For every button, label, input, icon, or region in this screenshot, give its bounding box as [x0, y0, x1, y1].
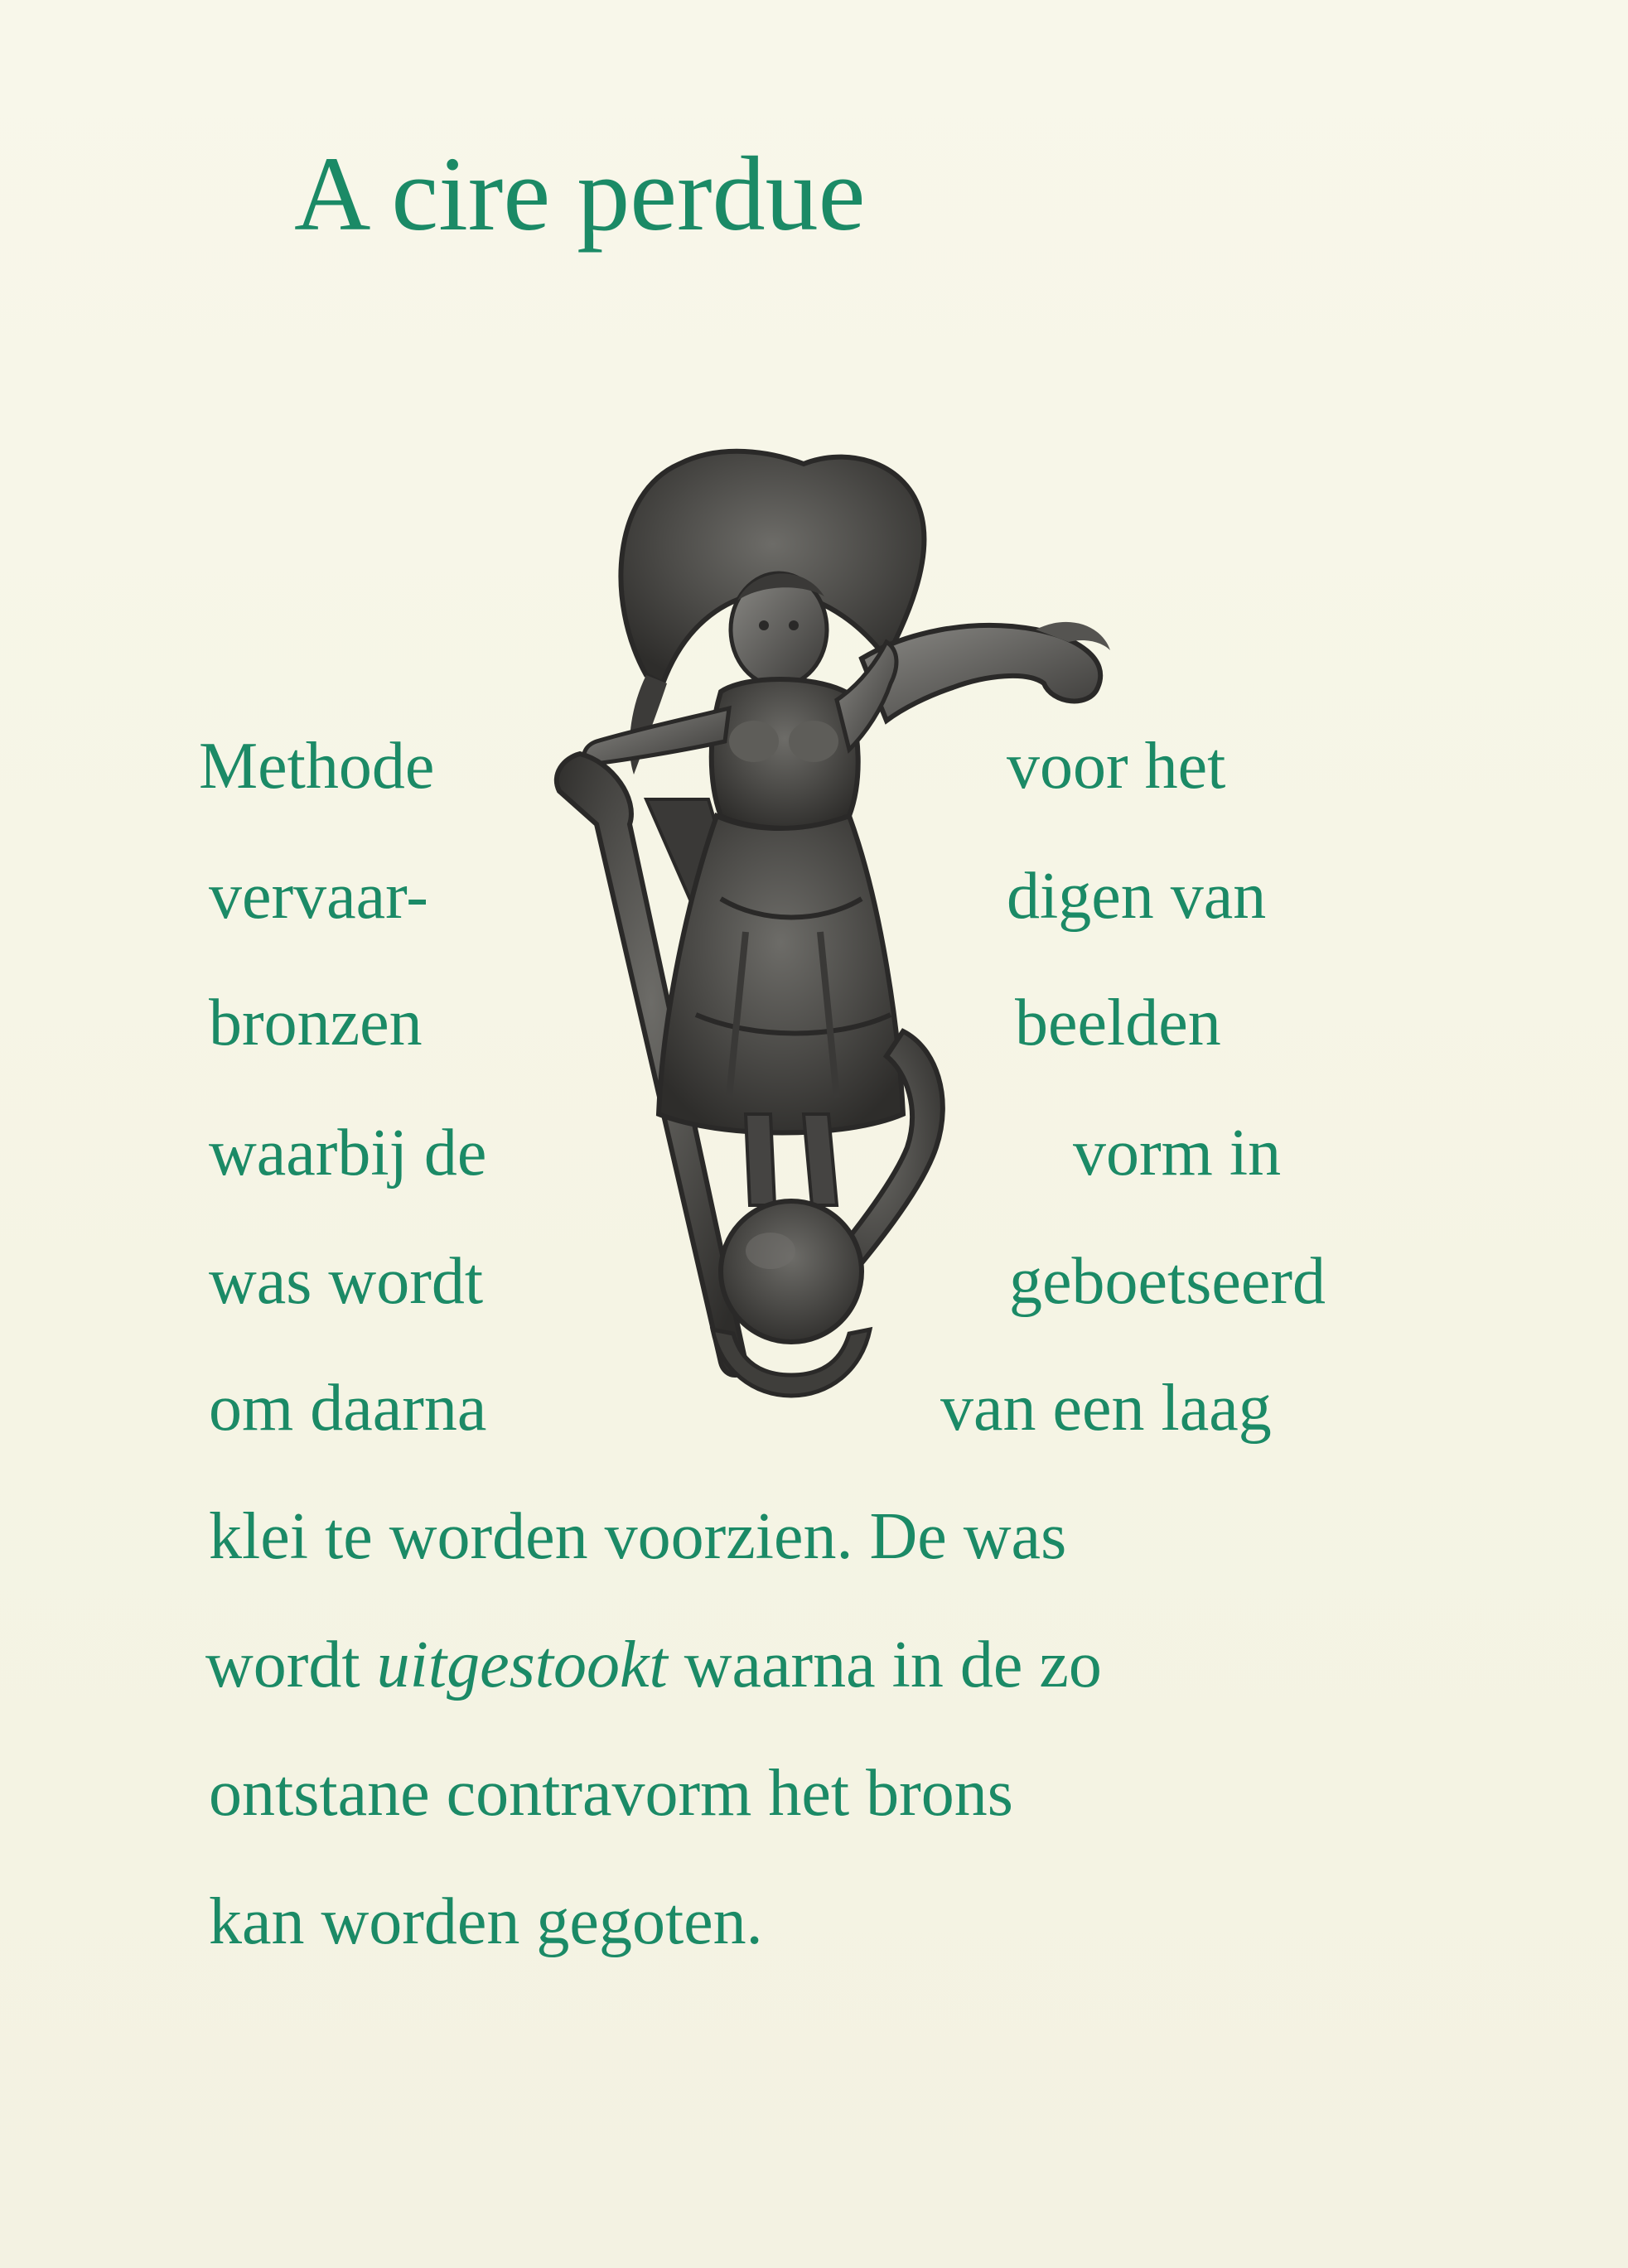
- text-line-left-4: waarbij de: [209, 1117, 487, 1189]
- text-line-left-5: was wordt: [209, 1245, 484, 1318]
- text-line-full-1: klei te worden voorzien. De was: [209, 1500, 1067, 1573]
- text-line-right-3: beelden: [1015, 987, 1221, 1059]
- text-line-full-4: kan worden gegoten.: [209, 1885, 763, 1958]
- text-line-full-3: ontstane contravorm het brons: [209, 1757, 1013, 1830]
- text-line-right-1: voor het: [1007, 730, 1226, 803]
- text-line-left-1: Methode: [199, 730, 435, 803]
- bronze-figurine-image: [472, 435, 1118, 1503]
- text-line-right-6: van een laag: [940, 1372, 1272, 1445]
- page-title: A cire perdue: [294, 135, 866, 253]
- text-line-right-2: digen van: [1007, 860, 1267, 933]
- text-line-full-2: [205, 1629, 1102, 1701]
- text-line-left-2: vervaar-: [209, 860, 428, 933]
- italic-word: uitgestookt: [376, 1629, 668, 1701]
- text-line-left-3: bronzen: [209, 987, 423, 1059]
- text-line-full-2-end: waarna in de zo: [667, 1629, 1102, 1701]
- text-line-left-6: om daarna: [209, 1372, 487, 1445]
- text-line-right-4: vorm in: [1073, 1117, 1282, 1189]
- text-line-full-2-start: wordt: [205, 1629, 377, 1701]
- text-line-right-5: geboetseerd: [1009, 1245, 1326, 1318]
